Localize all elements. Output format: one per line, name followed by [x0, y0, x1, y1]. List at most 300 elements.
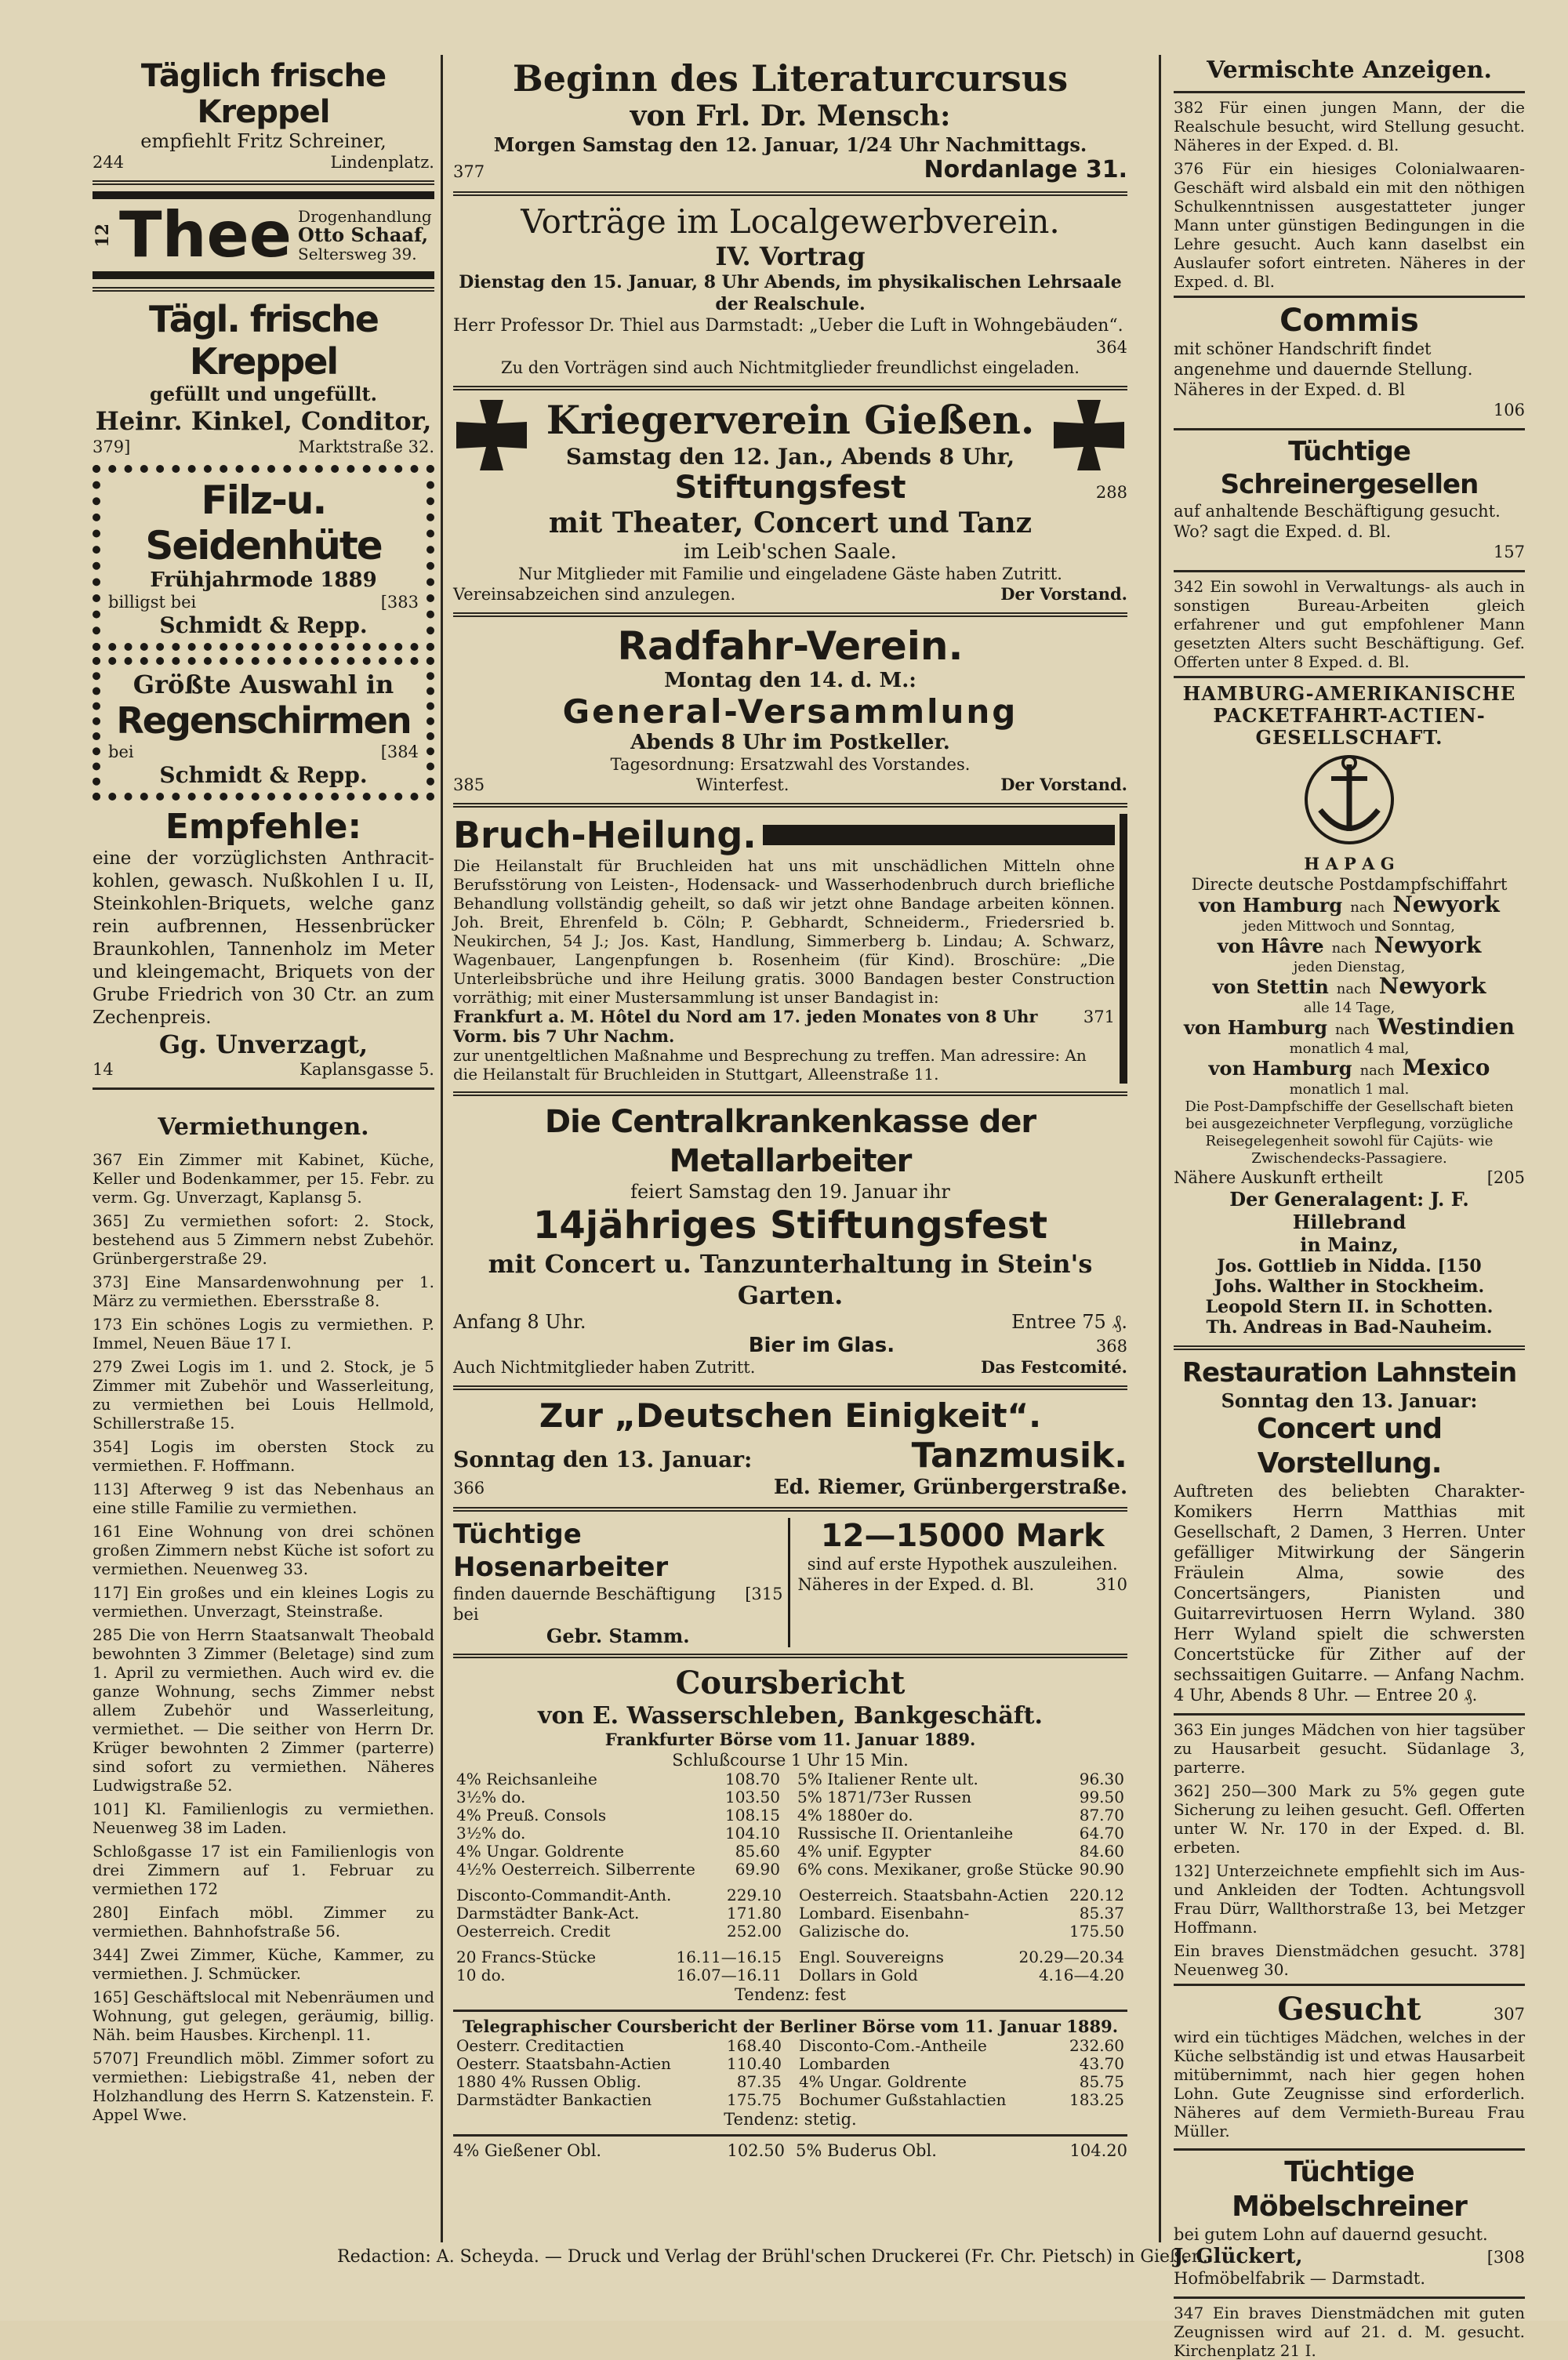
ad-text: Die Heilanstalt für Bruchleiden hat uns mit unschädlichen Mitteln ohne Berufsstörung von Leisten-, Hodensack- und Wasserhodenbruch durch briefliche Behandlung vollständig geheilt, so daß wir jetzt ohne Bandage arbeiten können. Joh. Breit, Ehrenfeld b. Cöln; P. Gebhardt, Schneiderm., Friedersried b. Neukirchen, 54 J.; Jos. Kast, Handlung, Simmerberg b. Lindau; A. Schwarz, Wagenbauer, Langenpfungen b. Rosenheim (für Kind). Broschüre: „Die Unterleibsbrüche und ihre Heilung gratis. 3000 Bandagen bester Construction vorräthig; mit einer Mustersammlung ist unser Bandagist in:: [453, 856, 1115, 1007]
ad-number: 157: [1493, 543, 1525, 561]
column-rule: [1159, 55, 1161, 2242]
ad-title: Beginn des Literaturcursus: [512, 57, 1069, 100]
classified-list: [1174, 1720, 1525, 1979]
ad-title: Gesucht: [1277, 1991, 1421, 2028]
quote-label: 5% Buderus Obl.: [796, 2141, 937, 2160]
quote-row: [796, 2037, 1127, 2055]
route-destination: Newyork: [1374, 932, 1482, 958]
monogram-label: H A P A G: [1304, 854, 1395, 873]
route-list: [1174, 891, 1525, 1098]
ad-number: 14: [93, 1060, 114, 1079]
quote-value: 84.60: [1079, 1842, 1124, 1861]
quote-value: 229.10: [727, 1886, 782, 1904]
quote-row: [453, 1861, 783, 1879]
ad-address: Marktstraße 32.: [298, 438, 434, 456]
quote-label: 4% unif. Egypter: [797, 1842, 931, 1861]
divider: [1174, 570, 1525, 572]
route-frequency: alle 14 Tage,: [1303, 1000, 1396, 1016]
quote-label: 1880 4% Russen Oblig.: [456, 2072, 642, 2091]
ad-literaturcursus: [453, 58, 1127, 183]
route-origin: von Hâvre: [1217, 935, 1324, 957]
quote-label: 4% Reichsanleihe: [456, 1770, 597, 1788]
classified-ad: 279 Zwei Logis im 1. und 2. Stock, je 5 Zimmer mit Zubehör und Wasserleitung, zu vermiethen bei Louis Hellmold, Schillerstraße 15.: [93, 1357, 434, 1432]
quote-row: [794, 1861, 1127, 1879]
quote-label: 5% Italiener Rente ult.: [797, 1770, 978, 1788]
ad-text: Frühjahrmode 1889: [150, 568, 377, 592]
quotes-block: [453, 1770, 1127, 1879]
coursbericht: [453, 1665, 1127, 2160]
quote-value: 16.11—16.15: [676, 1948, 782, 1966]
classified-list: [93, 1150, 434, 2124]
ad-date: Samstag den 12. Jan., Abends 8 Uhr,: [565, 444, 1015, 470]
ad-title: Tüchtige Schreinergesellen: [1220, 436, 1479, 500]
classified-ad: 382 Für einen jungen Mann, der die Realschule besucht, wird Stellung gesucht. Näheres in der Exped. d. Bl.: [1174, 98, 1525, 154]
ad-hosenarbeiter: [453, 1518, 790, 1647]
divider: [453, 2010, 1127, 2012]
iron-cross-icon: [456, 400, 527, 470]
divider: [453, 1654, 1127, 1658]
ad-firm: Ed. Riemer, Grünbergerstraße.: [773, 1476, 1127, 1499]
route-frequency: monatlich 4 mal,: [1289, 1040, 1410, 1057]
quote-value: 90.90: [1079, 1860, 1124, 1879]
quotes-table: [453, 2037, 785, 2109]
ad-moebelschreiner: [1174, 2155, 1525, 2289]
quote-value: 168.40: [727, 2036, 782, 2055]
quote-label: 3½% do.: [456, 1788, 526, 1806]
quote-value: 220.12: [1069, 1886, 1124, 1904]
divider: [1174, 1713, 1525, 1716]
classified-ad: 132] Unterzeichnete empfiehlt sich im Aus- und Ankleiden der Todten. Achtungsvoll Frau Dürr, Wallthorstraße 13, bei Metzger Hoffmann.: [1174, 1861, 1525, 1937]
quote-label: 10 do.: [456, 1966, 506, 1984]
ad-text: empfiehlt Fritz Schreiner,: [140, 130, 387, 152]
ad-text: Auftreten des beliebten Charakter-Komikers Herrn Matthias mit Gesellschaft, 2 Damen, 3 Herren. Unter gefälliger Mitwirkung der Sängerin Fräulein Alma, sowie des Concertsängers, Pianisten und Guitarrevirtuosen Herrn Wyland. 380 Herr Wyland spielt die schwersten Concertstücke für Zither auf der sechssaitigen Guitarre. — Anfang Nachm. 4 Uhr, Abends 8 Uhr. — Entree 20 ₰.: [1174, 1482, 1525, 1705]
quote-value: 108.70: [725, 1770, 780, 1788]
quote-label: Dollars in Gold: [799, 1966, 918, 1984]
route-origin: von Hamburg: [1183, 1016, 1327, 1039]
quote-value: 43.70: [1079, 2054, 1124, 2073]
quote-label: Darmstädter Bankactien: [456, 2090, 652, 2109]
agent-entry: Jos. Gottlieb in Nidda. [150: [1217, 1256, 1482, 1276]
quote-value: 175.75: [727, 2090, 782, 2109]
quote-label: 5% 1871/73er Russen: [797, 1788, 972, 1806]
divider: [1174, 1345, 1525, 1350]
quote-row: [796, 1966, 1127, 1984]
ad-title: Bruch-Heilung.: [453, 814, 757, 856]
quote-value: 96.30: [1079, 1770, 1124, 1788]
quote-label: 4% 1880er do.: [797, 1806, 913, 1824]
quote-value: 99.50: [1079, 1788, 1124, 1806]
ad-date: Montag den 14. d. M.:: [664, 669, 916, 692]
route-origin: von Hamburg: [1208, 1057, 1352, 1080]
quote-row: [794, 1824, 1127, 1843]
quote-label: Oesterr. Staatsbahn-Actien: [456, 2054, 671, 2073]
quote-value: 104.10: [725, 1824, 780, 1843]
ad-text: bei: [108, 742, 134, 761]
classified-ad: 367 Ein Zimmer mit Kabinet, Küche, Keller und Bodenkammer, per 15. Febr. zu verm. Gg. Unverzagt, Kaplansg 5.: [93, 1150, 434, 1207]
route-word: nach: [1359, 1062, 1395, 1079]
ad-kriegerverein: [453, 397, 1127, 605]
classified-ad: 5707] Freundlich möbl. Zimmer sofort zu vermiethen: Liebigstraße 41, neben der Holzhandlung des Herrn S. Katzenstein. F. Appel Wwe.: [93, 2049, 434, 2124]
divider: [453, 1385, 1127, 1390]
quote-row: [796, 2073, 1127, 2091]
ad-title: Filz-u. Seidenhüte: [145, 477, 382, 568]
classified-ad: 354] Logis im obersten Stock zu vermiethen. F. Hoffmann.: [93, 1437, 434, 1475]
route-row: [1174, 1014, 1525, 1058]
quote-value: 102.50: [727, 2141, 785, 2160]
ad-text: Größte Auswahl in: [132, 670, 394, 699]
ad-date: Dienstag den 15. Januar, 8 Uhr Abends, im physikalischen Lehrsaale der Realschule.: [459, 272, 1122, 314]
ad-text: bei gutem Lohn auf dauernd gesucht.: [1174, 2225, 1488, 2244]
quote-row: [453, 2037, 785, 2055]
ad-restauration: [1174, 1356, 1525, 1705]
classified-ad: 113] Afterweg 9 ist das Nebenhaus an eine stille Familie zu vermiethen.: [93, 1480, 434, 1517]
classified-ad: 117] Ein großes und ein kleines Logis zu vermiethen. Unverzagt, Steinstraße.: [93, 1583, 434, 1621]
divider: [93, 1087, 434, 1090]
quote-label: Lombard. Eisenbahn-: [799, 1904, 970, 1922]
ad-address: Hofmöbelfabrik — Darmstadt.: [1174, 2269, 1426, 2288]
quote-row: [796, 2091, 1127, 2109]
divider: [1174, 428, 1525, 430]
ad-text: mit Concert u. Tanzunterhaltung in Stein's Garten.: [488, 1249, 1093, 1310]
quote-value: 16.07—16.11: [676, 1966, 782, 1984]
quote-row: [453, 1922, 785, 1941]
ad-text: Nur Mitglieder mit Familie und eingeladene Gäste haben Zutritt.: [518, 565, 1062, 583]
quote-value: 252.00: [727, 1922, 782, 1941]
classified-ad: 173 Ein schönes Logis zu vermiethen. P. Immel, Neuen Bäue 17 I.: [93, 1315, 434, 1352]
ad-text: von E. Wasserschleben, Bankgeschäft.: [538, 1702, 1043, 1730]
quote-row: [453, 1824, 783, 1843]
ad-filzhuete: [93, 465, 434, 651]
quote-label: Darmstädter Bank-Act.: [456, 1904, 640, 1922]
ad-text: Drogenhandlung: [298, 207, 432, 226]
ad-text: von Frl. Dr. Mensch:: [630, 100, 951, 133]
classified-ad: 373] Eine Mansardenwohnung per 1. März zu vermiethen. Ebersstraße 8.: [93, 1273, 434, 1310]
ad-signature: Der Vorstand.: [1000, 584, 1127, 604]
classified-ad: Schloßgasse 17 ist ein Familienlogis von drei Zimmern auf 1. Februar zu vermiethen 172: [93, 1842, 434, 1898]
ad-text: Frankfurt a. M. Hôtel du Nord am 17. jeden Monates von 8 Uhr Vorm. bis 7 Uhr Nachm.: [453, 1007, 1038, 1046]
ad-title: Thee: [119, 198, 292, 271]
ad-text: Tendenz: stetig.: [724, 2110, 857, 2129]
quotes-table: [796, 1948, 1127, 1984]
quotes-table: [794, 1770, 1127, 1879]
quote-label: Disconto-Commandit-Anth.: [456, 1886, 672, 1904]
quote-value: 232.60: [1069, 2036, 1124, 2055]
quote-row: [453, 1966, 785, 1984]
ad-number: 377: [453, 162, 485, 181]
quote-value: 85.37: [1079, 1904, 1124, 1922]
ad-title: Coursbericht: [675, 1665, 906, 1701]
ad-address: Lindenplatz.: [330, 153, 434, 172]
ad-number: [384: [380, 742, 419, 761]
classified-list: [1174, 98, 1525, 291]
classified-ad: 165] Geschäftslocal mit Nebenräumen und Wohnung, gut gelegen, geräumig, billig. Näh. beim Hausbes. Kirchenpl. 11.: [93, 1988, 435, 2044]
classified-ad: 285 Die von Herrn Staatsanwalt Theobald bewohnten 3 Zimmer (Beletage) sind zum 1. April zu vermiethen. Auch wird ev. die ganze Wohnung, sechs Zimmer nebst allem Zubehör und Wasserleitung, vermiethet. — Die seither von Herrn Dr. Krüger bewohnten 2 Zimmer (parterre) sind sofort zu vermiethen. Näheres Ludwigstraße 52.: [93, 1625, 434, 1795]
ad-bruchheilung: [453, 814, 1127, 1084]
ad-title: Tüchtige Möbelschreiner: [1232, 2156, 1467, 2223]
agent-list: [1174, 1256, 1525, 1338]
route-word: nach: [1336, 981, 1371, 997]
route-row: [1174, 1055, 1525, 1098]
ad-firm: J. Glückert,: [1174, 2245, 1303, 2268]
ad-title: Zur „Deutschen Einigkeit“.: [539, 1396, 1042, 1435]
route-destination: Newyork: [1378, 973, 1486, 999]
quote-value: 4.16—4.20: [1038, 1966, 1124, 1984]
quote-value: 171.80: [727, 1904, 782, 1922]
classified-ad: 342 Ein sowohl in Verwaltungs- als auch in sonstigen Bureau-Arbeiten gleich erfahrener und gut empfohlener Mann gesetzten Alters sucht Beschäftigung. Gef. Offerten unter 8 Exped. d. Bl.: [1174, 577, 1525, 671]
route-destination: Newyork: [1392, 891, 1500, 917]
quote-row: [796, 2055, 1127, 2073]
quote-label: Engl. Souvereigns: [799, 1948, 944, 1966]
quote-label: 4% Gießener Obl.: [453, 2141, 602, 2160]
ad-title: Commis: [1279, 303, 1419, 339]
ad-number: [383: [380, 593, 419, 612]
route-frequency: jeden Dienstag,: [1293, 959, 1406, 975]
quote-value: 110.40: [727, 2054, 782, 2073]
ad-number: 288: [1095, 483, 1127, 502]
ad-text: Frankfurter Börse vom 11. Januar 1889.: [604, 1730, 976, 1749]
quote-label: Galizische do.: [799, 1922, 910, 1941]
ad-text: Auch Nichtmitglieder haben Zutritt.: [453, 1358, 756, 1377]
decorative-bar: [763, 825, 1115, 845]
quote-label: Oesterreich. Credit: [456, 1922, 611, 1941]
quote-row: [794, 1788, 1127, 1806]
ad-number: [205: [1486, 1168, 1525, 1187]
ad-title: Empfehle:: [165, 807, 362, 847]
quote-label: 4% Ungar. Goldrente: [799, 2072, 967, 2091]
agent-entry: Johs. Walther in Stockheim.: [1214, 1276, 1485, 1297]
quote-row: [453, 1886, 785, 1904]
quote-row: [796, 1922, 1127, 1941]
quote-label: Bochumer Gußstahlactien: [799, 2090, 1007, 2109]
ad-text: Tanzmusik.: [911, 1436, 1127, 1476]
divider: [453, 191, 1127, 196]
ad-title: Radfahr-Verein.: [617, 623, 964, 669]
ad-text: Stiftungsfest: [674, 470, 906, 506]
ad-vortraege: [453, 202, 1127, 378]
divider: [453, 1507, 1127, 1512]
column-center: [453, 55, 1127, 2242]
route-destination: Mexico: [1402, 1055, 1490, 1080]
classified-ad: 376 Für ein hiesiges Colonialwaaren-Geschäft wird alsbald ein mit den nöthigen Schulkenntnissen ausgestatteter junger Mann unter günstigen Bedingungen in die Lehre gesucht. Auch kann daselbst ein Auslaufer sofort eintreten. Näheres in der Exped. d. Bl.: [1174, 159, 1525, 291]
divider: [453, 1091, 1127, 1096]
quote-label: Oesterreich. Staatsbahn-Actien: [799, 1886, 1049, 1904]
divider: [93, 287, 434, 292]
ad-title: Kriegerverein Gießen.: [546, 397, 1035, 443]
quote-label: Russische II. Orientanleihe: [797, 1824, 1014, 1843]
imprint-footer: Redaction: A. Scheyda. — Druck und Verlag der Brühl'schen Druckerei (Fr. Chr. Pietsch) in Gießen.: [337, 2247, 1208, 2267]
route-word: nach: [1331, 940, 1367, 957]
ad-text: Schlußcourse 1 Uhr 15 Min.: [672, 1751, 909, 1770]
quote-row: [794, 1806, 1127, 1824]
ad-title: Tägl. frische Kreppel: [149, 298, 378, 383]
quote-row: [453, 1788, 783, 1806]
classified-ad: 161 Eine Wohnung von drei schönen großen Zimmern nebst Küche ist sofort zu vermiethen. Neuenweg 33.: [93, 1522, 434, 1578]
quote-value: 64.70: [1079, 1824, 1124, 1843]
divider: [453, 2134, 1127, 2137]
classified-ad: Ein braves Dienstmädchen gesucht. 378] Neuenweg 30.: [1174, 1941, 1525, 1979]
column-left: [93, 55, 434, 2242]
quotes-table: [796, 2037, 1127, 2109]
company-arc-text: HAMBURG-AMERIKANISCHE PACKETFAHRT-ACTIEN-GESELLSCHAFT.: [1182, 682, 1516, 749]
quote-value: 85.75: [1079, 2072, 1124, 2091]
divider: [1174, 2148, 1525, 2151]
ad-text: Abends 8 Uhr im Postkeller.: [630, 731, 950, 754]
ad-title: 12—15000 Mark: [820, 1518, 1105, 1554]
ad-title: Vorträge im Localgewerbverein.: [521, 202, 1060, 241]
quote-row: [453, 2091, 785, 2109]
ad-firm: Otto Schaaf,: [298, 223, 429, 246]
quote-label: 3½% do.: [456, 1824, 526, 1843]
ad-text: zur unentgeltlichen Maßnahme und Besprechung zu treffen. Man adressire: An die Heilanstalt für Bruchleiden in Stuttgart, Alleenstraße 11.: [453, 1046, 1087, 1084]
ad-gesucht: [1174, 1991, 1525, 2140]
route-frequency: monatlich 1 mal.: [1289, 1081, 1410, 1098]
ad-text: Vereinsabzeichen sind anzulegen.: [453, 585, 736, 604]
ad-text: billigst bei: [108, 593, 197, 612]
ad-number: 244: [93, 153, 125, 172]
ad-firm: Heinr. Kinkel, Conditor,: [95, 406, 432, 436]
ad-number: 307: [1493, 2005, 1525, 2024]
ad-schreinergesellen: [1174, 435, 1525, 562]
quotes-block: [453, 2037, 1127, 2109]
quotes-block: [453, 1886, 1127, 1941]
ad-commis: [1174, 303, 1525, 420]
quote-row: [453, 2055, 785, 2073]
ad-text: Zu den Vorträgen sind auch Nichtmitglieder freundlichst eingeladen.: [501, 358, 1080, 377]
ad-text: Herr Professor Dr. Thiel aus Darmstadt: „Ueber die Luft in Wohngebäuden“.: [453, 316, 1123, 336]
quote-row: [453, 1843, 783, 1861]
ad-hypothek: [798, 1518, 1128, 1647]
quote-row: [796, 1904, 1127, 1922]
quotes-block: [453, 1948, 1127, 1984]
ad-title: Regenschirmen: [116, 699, 411, 742]
ad-number: 310: [1095, 1575, 1127, 1594]
ad-kreppel-kinkel: [93, 298, 434, 457]
quote-value: 108.15: [725, 1806, 780, 1824]
ad-text: eine der vorzüglichsten Anthracit-kohlen, gewasch. Nußkohlen I u. II, Steinkohlen-Briquets, welche ganz rein aufbrennen, Hessenbrücker Braunkohlen, Tannenholz im Meter und kleingemacht, Briquets von der Grube Friedrich von 30 Ctr. an zum Zechenpreis.: [93, 848, 434, 1028]
ad-text: Die Post-Dampfschiffe der Gesellschaft bieten bei ausgezeichneter Verpflegung, vorzügliche Reisegelegenheit sowohl für Cajüts- wie Zwischendecks-Passagiere.: [1185, 1098, 1514, 1167]
quote-row: [453, 1948, 785, 1966]
divider: [1174, 2296, 1525, 2299]
ad-kohlen: [93, 807, 434, 1080]
quote-label: 4½% Oesterreich. Silberrente: [456, 1860, 695, 1879]
ad-kreppel-schreiner: [93, 58, 434, 172]
agent-entry: Leopold Stern II. in Schotten.: [1205, 1297, 1494, 1317]
ad-number: 379]: [93, 438, 131, 456]
agent-entry: Th. Andreas in Bad-Nauheim.: [1206, 1317, 1493, 1338]
ad-text: 14jähriges Stiftungsfest: [532, 1204, 1048, 1247]
classified-ad: 101] Kl. Familienlogis zu vermiethen. Neuenweg 38 im Laden.: [93, 1799, 434, 1837]
ad-text: Bier im Glas.: [748, 1334, 895, 1357]
quote-label: 6% cons. Mexikaner, große Stücke: [797, 1860, 1073, 1879]
ad-signature: Der Vorstand.: [1000, 775, 1127, 794]
ad-text: sind auf erste Hypothek auszuleihen.: [807, 1555, 1118, 1574]
section-title: Vermischte Anzeigen.: [1207, 56, 1492, 84]
ad-firm: Schmidt & Repp.: [159, 762, 368, 788]
quote-label: 4% Preuß. Consols: [456, 1806, 607, 1824]
ad-row: [453, 1518, 1127, 1647]
ad-text: feiert Samstag den 19. Januar ihr: [630, 1181, 950, 1203]
quote-value: 87.35: [736, 2072, 782, 2091]
route-destination: Westindien: [1377, 1014, 1515, 1040]
ad-text: Anfang 8 Uhr.: [453, 1311, 586, 1333]
ad-text: Directe deutsche Postdampfschiffahrt: [1191, 875, 1508, 894]
route-origin: von Stettin: [1212, 975, 1329, 998]
ad-text: in Mainz,: [1300, 1233, 1399, 1256]
ad-date: Sonntag den 13. Januar:: [453, 1447, 753, 1472]
ad-text: Telegraphischer Coursbericht der Berliner Börse vom 11. Januar 1889.: [462, 2017, 1119, 2036]
route-row: [1174, 891, 1525, 935]
ad-firm: Gebr. Stamm.: [546, 1625, 690, 1647]
ad-radfahr: [453, 623, 1127, 795]
ad-number: 371: [1083, 1008, 1115, 1026]
ad-number: 366: [453, 1479, 485, 1498]
classified-ad: 365] Zu vermiethen sofort: 2. Stock, bestehend aus 5 Zimmern nebst Zubehör. Grünbergerstraße 29.: [93, 1211, 434, 1268]
divider: [1174, 1984, 1525, 1986]
ad-number: [308: [1486, 2248, 1525, 2267]
ad-firm: Schmidt & Repp.: [159, 612, 368, 638]
quote-value: 20.29—20.34: [1018, 1948, 1124, 1966]
divider: [1174, 296, 1525, 298]
ad-deutsche-einigkeit: [453, 1396, 1127, 1499]
ad-address: Kaplansgasse 5.: [299, 1060, 434, 1079]
ad-text: wird ein tüchtiges Mädchen, welches in der Küche selbständig ist und etwas Hausarbeit mitübernimmt, nach hier gegen hohen Lohn. Gute Zeugnisse sind erforderlich. Näheres auf dem Vermieth-Bureau Frau Müller.: [1174, 2028, 1525, 2140]
ad-text: Entree 75 ₰.: [1011, 1311, 1127, 1333]
quotes-table: [796, 1886, 1127, 1941]
quotes-table: [453, 1886, 785, 1941]
ad-hapag: [1174, 683, 1525, 1338]
quote-value: 104.20: [1069, 2141, 1127, 2160]
section-title: Vermiethungen.: [158, 1113, 369, 1141]
ad-title: Täglich frische Kreppel: [140, 58, 387, 130]
divider: [1174, 91, 1525, 93]
quote-label: Oesterr. Creditactien: [456, 2036, 625, 2055]
iron-cross-icon: [1054, 400, 1124, 470]
ad-text: auf anhaltende Beschäftigung gesucht. Wo? sagt die Exped. d. Bl.: [1174, 502, 1501, 541]
ad-number: 368: [1095, 1337, 1127, 1356]
ad-text: IV. Vortrag: [715, 241, 866, 271]
quote-label: Disconto-Com.-Antheile: [799, 2036, 987, 2055]
divider: [453, 612, 1127, 617]
quote-value: 175.50: [1069, 1922, 1124, 1941]
divider: [93, 180, 434, 185]
quote-row: [453, 1904, 785, 1922]
ad-text: gefüllt und ungefüllt.: [150, 383, 377, 405]
ad-number: 12: [93, 223, 113, 248]
divider: [453, 386, 1127, 390]
ad-text: General-Versammlung: [562, 692, 1018, 731]
divider: [1174, 676, 1525, 678]
quote-value: 183.25: [1069, 2090, 1124, 2109]
ad-centralkrankenkasse: [453, 1102, 1127, 1378]
quote-row: [794, 1843, 1127, 1861]
quotes-table: [453, 1948, 785, 1984]
classified-ad: 280] Einfach möbl. Zimmer zu vermiethen. Bahnhofstraße 56.: [93, 1903, 434, 1941]
ad-regenschirme: [93, 657, 434, 801]
quote-row: [453, 1806, 783, 1824]
quotes-block: [453, 2141, 1127, 2160]
ad-number: 106: [1493, 401, 1525, 419]
quote-label: 20 Francs-Stücke: [456, 1948, 597, 1966]
ad-signature: Das Festcomité.: [981, 1357, 1127, 1377]
ad-thee: [93, 191, 434, 279]
quote-value: 85.60: [735, 1842, 780, 1861]
ad-text: mit Theater, Concert und Tanz: [548, 506, 1033, 539]
route-row: [1174, 973, 1525, 1017]
column-right: [1174, 55, 1525, 2360]
column-rule: [441, 55, 443, 2242]
ad-date: Morgen Samstag den 12. Januar, 1/24 Uhr Nachmittags.: [493, 133, 1087, 156]
quotes-table: [453, 1770, 783, 1879]
